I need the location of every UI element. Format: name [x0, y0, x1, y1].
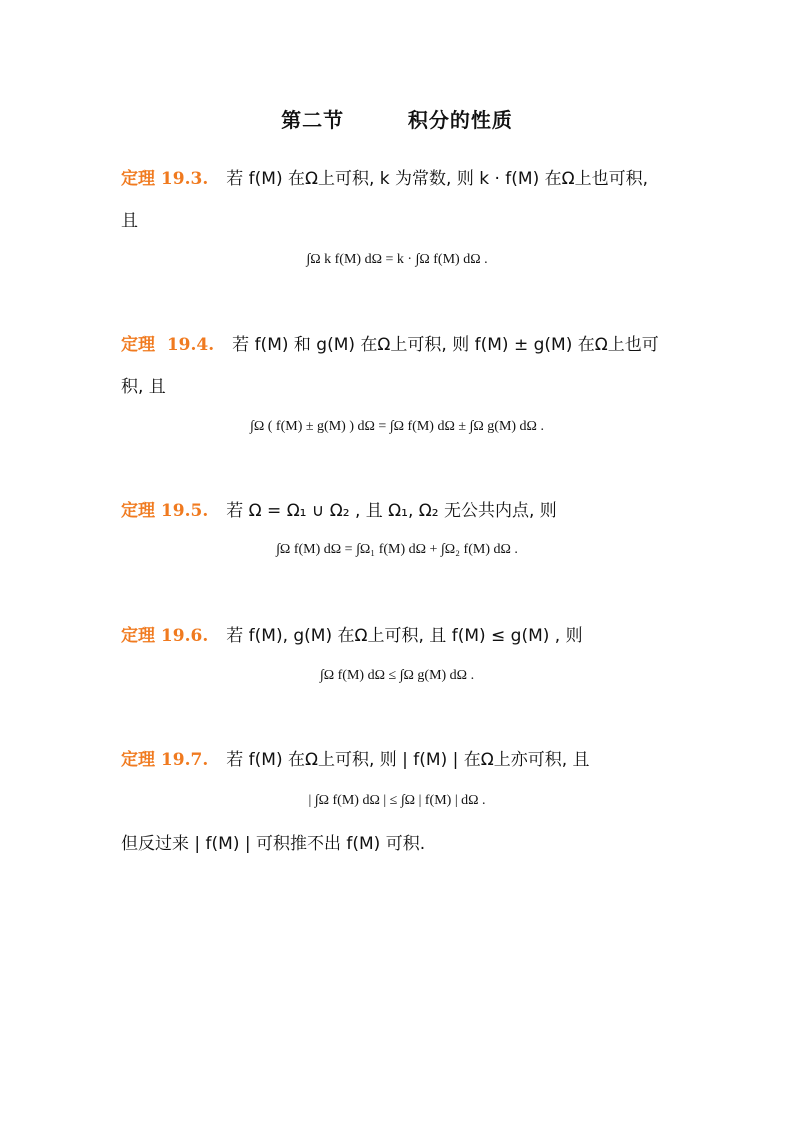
theorem-label: 定理 19.3.	[121, 169, 209, 189]
formula-19-5: ∫Ω f(M) dΩ = ∫Ω₁ f(M) dΩ + ∫Ω₂ f(M) dΩ .	[276, 542, 518, 557]
formula-19-7: | ∫Ω f(M) dΩ | ≤ ∫Ω | f(M) | dΩ .	[308, 793, 486, 808]
theorem-continuation: 积, 且	[121, 377, 166, 397]
theorem-label: 定理 19.7.	[121, 750, 209, 770]
theorem-statement: 若 f(M) 在Ω上可积, k 为常数, 则 k · f(M) 在Ω上也可积,	[226, 169, 649, 189]
theorem-label: 定理 19.4.	[121, 335, 215, 355]
theorem-continuation: 且	[121, 211, 138, 231]
formula-19-3: ∫Ω k f(M) dΩ = k · ∫Ω f(M) dΩ .	[306, 252, 488, 267]
closing-remark	[121, 823, 681, 865]
theorem-19-6	[121, 615, 681, 657]
theorem-statement: 若 f(M) 和 g(M) 在Ω上可积, 则 f(M) ± g(M) 在Ω上也可	[232, 335, 659, 355]
theorem-label: 定理 19.5.	[121, 501, 209, 521]
section-title: 第二节 积分的性质	[281, 108, 513, 132]
formula-19-6: ∫Ω f(M) dΩ ≤ ∫Ω g(M) dΩ .	[319, 668, 475, 683]
theorem-19-5	[121, 490, 681, 532]
theorem-statement: 若 Ω = Ω₁ ∪ Ω₂ , 且 Ω₁, Ω₂ 无公共内点, 则	[226, 501, 557, 521]
theorem-19-4	[121, 324, 681, 408]
theorem-label: 定理 19.6.	[121, 626, 209, 646]
theorem-19-7	[121, 739, 681, 781]
formula-19-4: ∫Ω ( f(M) ± g(M) ) dΩ = ∫Ω f(M) dΩ ± ∫Ω g(M) dΩ .	[250, 419, 544, 434]
closing-text: 但反过来 | f(M) | 可积推不出 f(M) 可积.	[121, 834, 426, 854]
theorem-statement: 若 f(M) 在Ω上可积, 则 | f(M) | 在Ω上亦可积, 且	[226, 750, 590, 770]
theorem-19-3	[121, 158, 681, 242]
theorem-statement: 若 f(M), g(M) 在Ω上可积, 且 f(M) ≤ g(M) , 则	[226, 626, 583, 646]
